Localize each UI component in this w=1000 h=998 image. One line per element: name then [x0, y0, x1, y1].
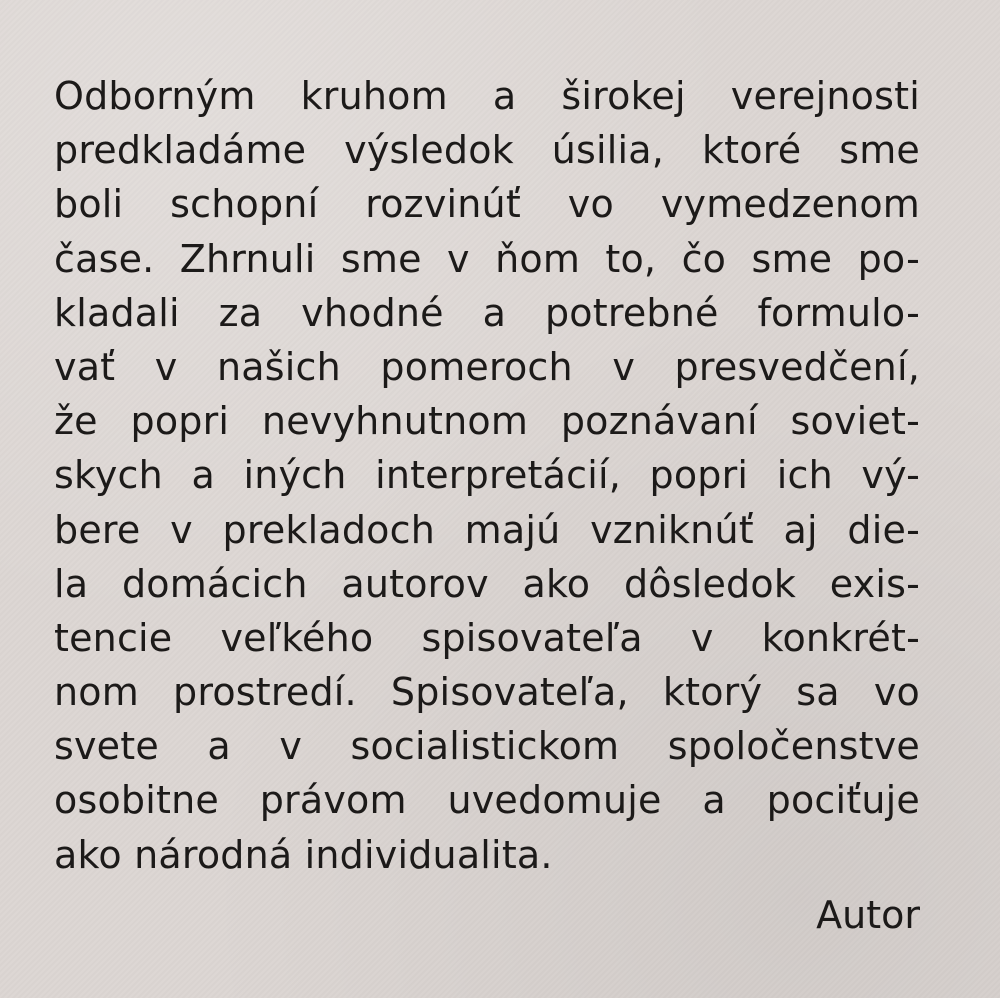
paragraph-line: čase. Zhrnuli sme v ňom to, čo sme po- — [54, 236, 920, 281]
body-paragraph — [54, 69, 920, 882]
paragraph-line: nom prostredí. Spisovateľa, ktorý sa vo — [54, 670, 920, 715]
paragraph-line: tencie veľkého spisovateľa v konkrét- — [54, 615, 920, 660]
paragraph-line: la domácich autorov ako dôsledok exis- — [54, 561, 920, 606]
paragraph-line: ako národná individualita. — [54, 832, 553, 877]
author-signature: Autor — [816, 893, 920, 937]
paragraph-line: bere v prekladoch majú vzniknúť aj die- — [54, 507, 920, 552]
paragraph-line: že popri nevyhnutnom poznávaní soviet- — [54, 399, 920, 444]
paragraph-line: kladali za vhodné a potrebné formulo- — [54, 290, 920, 335]
paragraph-line: svete a v socialistickom spoločenstve — [54, 724, 920, 769]
paragraph-line: Odborným kruhom a širokej verejnosti — [54, 74, 920, 118]
paragraph-line: predkladáme výsledok úsilia, ktoré sme — [54, 128, 920, 173]
paragraph-line: osobitne právom uvedomuje a pociťuje — [54, 778, 920, 823]
paragraph-line: vať v našich pomeroch v presvedčení, — [54, 344, 920, 389]
paragraph-line: boli schopní rozvinúť vo vymedzenom — [54, 182, 920, 227]
paragraph-line: skych a iných interpretácií, popri ich vý- — [54, 453, 920, 498]
